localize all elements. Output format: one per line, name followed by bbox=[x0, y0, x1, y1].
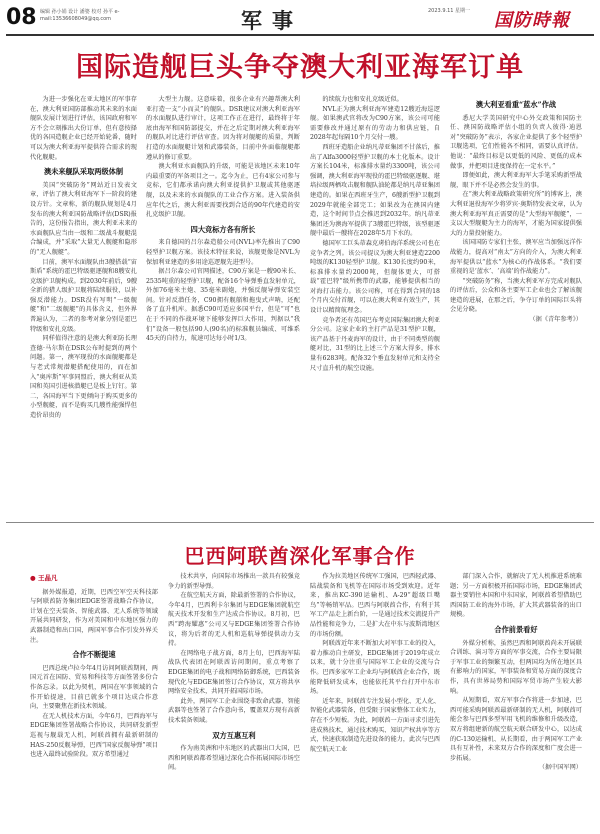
a1-subheading-2: 四大竞标方各有所长 bbox=[190, 224, 256, 234]
paragraph: 在航空航天方面，除最新签署的合作协议，今年4月，巴西利卡尔集团与EDGE集团就航空航天技术开发和生产达成合作协议。8月初，巴西“跨海耀惠”公司又与EDGE集团签署合作协议，将为后者的无人机和巡航导弹提供动力支持。 bbox=[168, 592, 300, 648]
section-name: 军事 bbox=[241, 8, 303, 33]
page-header bbox=[6, 4, 594, 36]
a2-c2-body bbox=[168, 572, 300, 726]
a2-subheading-3: 合作前景看好 bbox=[494, 624, 538, 634]
author-name: 王晶凡 bbox=[37, 574, 58, 582]
issue-date: 2023.9.11 星期一 bbox=[428, 8, 471, 14]
a1-c2-body-b bbox=[146, 238, 300, 344]
paragraph: “突破防务”称，当澳大利亚军方完成对舰队的评估后，公众和各主要军工企业也会了解该舰建造的进展，在那之后，争夺订单的国际巨头将会见分晓。 bbox=[450, 277, 582, 314]
paragraph: 即便如此，澳大利亚海军大手笔采购新型战舰，眼下并不是必然会发生的事。 bbox=[450, 172, 582, 189]
article-1-column-3 bbox=[310, 95, 440, 515]
a1-source: （据《青年参考》） bbox=[529, 316, 582, 324]
paragraph: 作为南美洲和中东地区的武器出口大国，巴西和阿联酋都希望通过深化合作拓展国际市场空间。 bbox=[168, 745, 300, 772]
article-2-column-3 bbox=[310, 572, 440, 830]
paragraph: 在无人机技术方面，今年6月，巴西海军与EDGE集团签署战略合作协议，共同研发新型巡视与舰载无人机，阿联酋拥有最新研制的HAS-250反舰导弹，巴西“国家反舰导弹”项目也进入最终试验阶段。双方希望通过 bbox=[30, 712, 158, 759]
paragraph: 在网络电子战方面，8月上旬，巴西海军陆战队代表团在阿联酋访问期间，重点考察了EDGE集团的电子战和网络防御系统，巴西装备现代化与EDGE集团签订合作协议，双方将共享网络安全技术，共同开拓国际市场。 bbox=[168, 649, 300, 696]
paragraph: 悉尼大学美国研究中心外交政策和国防主任、澳国防战略评估小组的负责人彼得·迪恩对“突破防务”表示，各家企业提供了多个轻型护卫舰选项，它们性能各不相同，需要认真评估。他说：“最终目标是以更低的风险、更低的成本做事，并把项目进度保持在一定水平。” bbox=[450, 114, 582, 170]
paragraph: 据外媒报道，近期，巴西空军空天科技部与阿联酋防务集团EDGE签署战略合作协议，计划在空天装备、智能武器、无人系统等领域开展共同研发，作为对美国和中东地区强力的武器制造和出口国，两国军事合作引发外界关注。 bbox=[30, 588, 158, 644]
newspaper-logo bbox=[494, 6, 594, 31]
article-1-column-2 bbox=[146, 95, 300, 515]
a2-c1-body bbox=[30, 588, 158, 646]
a1-c3-body bbox=[310, 95, 440, 373]
article-1-title: 国际造舰巨头争夺澳大利亚海军订单 bbox=[76, 52, 524, 83]
paragraph: 同样值得注意的是澳大利亚防长理查德·马尔斯在DSR公布时提到的两个问题。第一，澳军现役的水面舰艇都是与老式常规潜艇搭配使用的，而在加入“奥库斯”军事同盟后，澳大利亚从美国和英国引进核潜艇已是板上钉钉。第二，各国海军当下更倾向于购买更多的小型舰艇，而不是购买几艘性能强悍但造价昂贵的 bbox=[30, 335, 137, 419]
section-divider bbox=[6, 522, 594, 523]
paragraph: 从短期看，双方军事合作将进一步加速，巴西可能采购阿联酋最新研制的无人机，阿联酋可能会参与巴西多型军用飞机的维修和升级改造，双方将组建新的航空航天联合研发中心，以达成的C-130运输机、从长期看，由于两国军工产业具有互补性，未来双方合作的深度和广度会进一步拓展。 bbox=[450, 697, 582, 762]
article-2-column-1 bbox=[30, 572, 158, 830]
a1-c2-body bbox=[146, 95, 300, 220]
article-2-title: 巴西阿联酋深化军事合作 bbox=[184, 544, 416, 568]
paragraph: 此外，两国军工企业围绕非致命武器、智能武器等也签署了合作意向书，覆盖双方现有高新技术装备领域。 bbox=[168, 697, 300, 724]
paragraph: 该国国防专家们主张，澳军应当加强远洋作战能力，提高对“南太”方向的介入，为澳大利亚海军提供以“蓝水”为核心的作战体系。“我们要重视的是‘蓝水’、‘高端’的作战能力”。 bbox=[450, 239, 582, 276]
paragraph: 外媒分析称，虽然巴西和阿联酋尚未开展联合训练、演习等方面的军事交流，合作主要局限于军事工业的频繁互动，但两国均为所在地区具有影响力的国家，军事装备和贸易方面的深度合作，具有世界局势和国际军贸市场产生较大影响。 bbox=[450, 639, 582, 695]
article-2-column-2 bbox=[168, 572, 300, 830]
paragraph: 美国“突破防务”网站近日发表文章，评估了澳大利亚海军下一阶段的建设方针。文章称，新的舰队规划是4月发布的澳大利亚国防战略评估(DSR)报告的，这份报告指出，澳大利亚未来的水面舰队应当由一级和二级战斗舰艇混合编成，并“采取”大量无人舰艇和隐形的“无人舰艇”。 bbox=[30, 181, 137, 256]
paragraph: 澳大利亚水面舰队的升级，可能是该地区未来10年内最重要的军备项目之一。迄今为止，已有4家公司参与竞标，它们都承诺向澳大利亚提供护卫舰或其他驱逐舰，以及未来的水面舰队的工业合作方案。进入装备供应年代之后，澳大利亚需要找到合适的90年代建造的安扎克级护卫舰。 bbox=[146, 163, 300, 219]
paragraph: 的续航力也和安扎克级近似。 bbox=[322, 96, 403, 103]
a2-author: ● 王晶凡 bbox=[30, 574, 58, 582]
paragraph: 西班牙造船企业纳凡蒂亚集团不甘落后，推出了Alfa3000轻型护卫舰的本土化版本。设计方案长104米，标准排水量约3300吨，该公司强调，澳大利亚海军现役的霍巴特级驱逐舰、堪培拉级两栖攻击舰和舰队油轮都是纳凡蒂亚集团建造的。如果在西班牙生产，6艘新型护卫舰到2029年就能全部完工；如果改为在澳国内建造，这个时间节点会推迟到2032年。纳凡蒂亚集团还为澳海军提供了3艘霍巴特级，该型驱逐舰中最后一艘将在2028年5月下水的。 bbox=[310, 143, 440, 238]
paragraph: 为进一步强化在亚太地区的军事存在，澳大利亚国防部推动其未来的水面舰队发展计划进行评估，该国政府和军方不会立刻推出大份订单，但有意按择优的各国造舰企业已经开始轮番，随时可以为澳大利亚海军提供符合需求的现代化舰艇。 bbox=[30, 96, 137, 161]
article-1-column-1 bbox=[30, 95, 137, 515]
a2-c3-body bbox=[310, 572, 440, 754]
paragraph: 技术共享，向国际市场推出一款具有较强竞争力的新型导弹。 bbox=[168, 573, 300, 590]
a1-subheading-3: 澳大利亚看重“蓝水”作战 bbox=[475, 100, 557, 109]
paragraph: NVL正为澳大利亚海军建造12艘近海巡逻舰。如果澳武官将改为C90方案，该公司可能需要修改并通过原有的劳动力和供应链，自2028年起每隔10个月交付一艘。 bbox=[310, 105, 440, 142]
editor-credits: 编辑 孙小娟 设计 潘婆 校对 孙平 e-mail:13536608049@qq.com bbox=[40, 9, 120, 22]
a2-c2-body-b bbox=[168, 744, 300, 773]
paragraph: 阿联酋近年来不断加大对军事工业的投入，着力推动自主研发，EDGE集团于2019年成立以来，就十分注重与国际军工企业的交流与合作。巴西多家军工企业均与阿联酋企业合作，既能降低研发成本，也能依托其平台打开中东市场。 bbox=[310, 640, 440, 696]
a2-subheading-2: 双方互惠互利 bbox=[212, 730, 256, 740]
a2-subheading-1: 合作不断提速 bbox=[72, 650, 116, 660]
paragraph: 大型主力舰。这意味着，很多企业有兴趣帮澳大利亚打造一支“小而灵”的舰队。DSR建议对澳大利亚海军的水面舰队进行审计，这项工作正在进行，最终将于年底由海军和国防部提交，并在之后定期对澳大利亚海军的舰队对比进行评估审查。因为将对舰艇的质量，判断打造的水面舰艇计划和武器装备，目前中外面临舰艇都遵从的修订重要。 bbox=[146, 96, 300, 161]
a1-c1-body bbox=[30, 95, 137, 162]
article-2-column-4 bbox=[450, 572, 582, 830]
a1-c1-body-b bbox=[30, 181, 137, 421]
paragraph: 近年来，阿联酋专注发展小型化、无人化、智能化武器装备，但受限于国家整体工业实力，存在不少短板。为此，阿联酋一方面寻求引进先进成熟技术，通过技术购买、知识产权共享等方式，快速获取制造先进设备的能力，此次与巴西航空航天工业 bbox=[310, 697, 440, 753]
page-number: 08 bbox=[6, 5, 37, 30]
paragraph: 来自德国的吕尔森造船公司(NVL)率先推出了C90轻型护卫舰方案。该技术特征来说，该舰更像是NVL为保加利亚建造的多用途巡逻舰先进型号。 bbox=[146, 239, 300, 266]
article-1-column-4 bbox=[450, 95, 582, 515]
paragraph: 部门深入合作，就解决了无人机推进系统难题；另一方面积极开拓国际市场，EDGE集团武器主要销往本国和中东国家，阿联酋希望借助巴西国防工业的海外市场，扩大其武器装备的出口规模。 bbox=[450, 573, 582, 619]
paragraph: 据吕尔森公司官网描述，C90方案是一艘90米长、2535吨重的轻型护卫舰，配备16个导弹垂直发射单元，外加76毫米主炮、35毫米副炮，并强反舰导弹安装空间。针对反潜任务，C90拥有舰艏和拖曳式声呐，还配备了直升机库。据悉C90可适应多国平台，但是“可”也在于不同的作战环境下能够发挥巨大作用，判据以“我们”设备一般包括90人(90名)的标准舰员编成、可维系45天的自持力，航速可达每小时1/3。 bbox=[146, 268, 300, 343]
a2-c4-body-b bbox=[450, 639, 582, 764]
a2-c1-body-b bbox=[30, 664, 158, 760]
paragraph: 巴西总统卢拉今年4月访问阿联酋期间，两国元首在国防、贸易和科技等方面签署多份合作备忘录。以此为契机，两国在军事领域的合作开始提速，目前已就多个项目达成合作意向，主要聚焦在新技术领域。 bbox=[30, 664, 158, 711]
a1-subheading-1: 澳未来舰队采取两级体制 bbox=[43, 167, 124, 177]
a2-source: （据中国军网） bbox=[538, 764, 582, 772]
a1-c4-body bbox=[450, 114, 582, 315]
a2-c4-body bbox=[450, 572, 582, 620]
paragraph: 德国军工巨头蒂森克虏伯海洋系统公司也在竞争者之列。该公司提议为澳大利亚建造2200吨级的K130轻型护卫舰。K130长度约90米，标准排水量约2000吨，但舰体更大，可搭载“霍巴特”级所携带的武器，能够提供相当的对海打击能力。该公司称，可在得到合同的18个月内交付首舰，可以在澳大利亚有效生产，其设计以精简航理念。 bbox=[310, 239, 440, 315]
paragraph: 竞争者还有英国巴布考克国际集团澳大利亚分公司。这家企业的主打产品是31型护卫舰，该产品基于丹麦海军的设计，由于不同类型的舰艇对比，31型的比上述三个方案大得多，排水量有6283吨。配备32个垂直发射单元和支持全尺寸直升机的航空设施。 bbox=[310, 316, 440, 372]
logo-text: 国防時報 bbox=[494, 10, 570, 31]
paragraph: 作为拉美地区传统军工强国，巴西轻武器、陆战装备和飞机等在国际市场受到欢迎。近年来，推出KC-390运输机、A-29“超级巨嘴鸟”等畅销军品。巴西与阿联酋合作，有利于其军工产品走上新台阶，一是通过技术交流提升产品性能和竞争力，二是扩大在中东与波斯湾地区的市场份额。 bbox=[310, 573, 440, 638]
paragraph: 在“澳大利亚战略政策研究所”的博客上，澳大利亚退役海军少将罗宾·奥斯特发表文章，认为澳大利亚海军真正需要的是“大型海军舰艇”，一支以大型舰艇为主力的海军，才能为国家提供强大的力量投射能力。 bbox=[450, 191, 582, 237]
paragraph: 目前，澳军水面舰队由3艘搭载“宙斯盾”系统的霍巴特级驱逐舰和8艘安扎克级护卫舰构成。到2030年前后，9艘全新的猎人级护卫舰将陆续服役，以补强反潜能力。DSR没有写明“一级舰艇”和“二级舰艇”的具体含义，但外界普遍认为，二者的参考对象分别是霍巴特级和安扎克级。 bbox=[30, 258, 137, 333]
